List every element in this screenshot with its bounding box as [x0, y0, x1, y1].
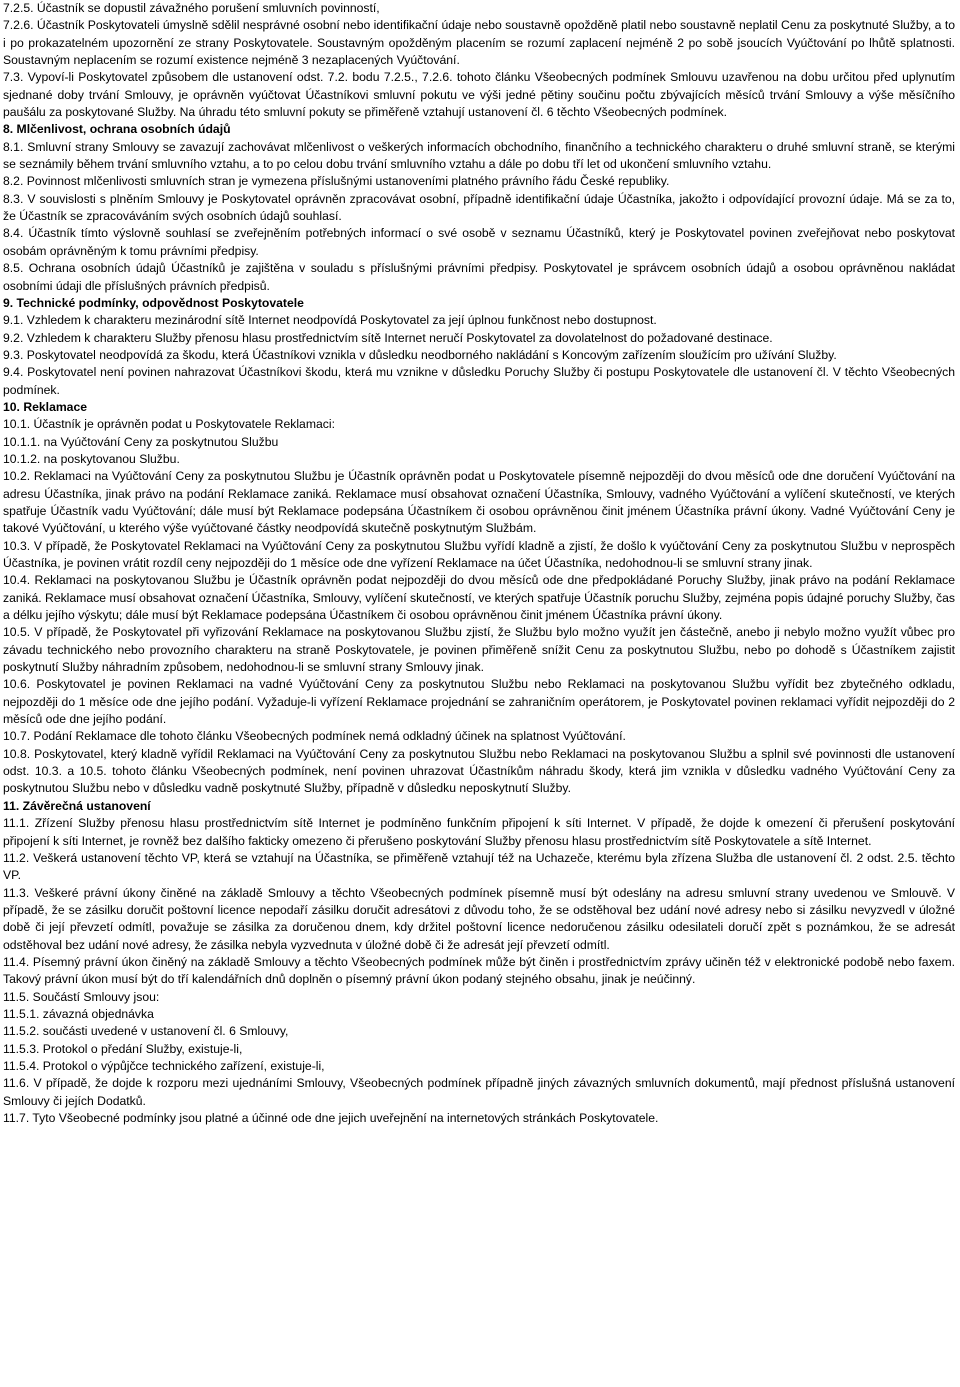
paragraph: 8.1. Smluvní strany Smlouvy se zavazují zachovávat mlčenlivost o veškerých informacích obchodního, finančního a technického charakteru o druhé smluvní straně, se kterými se seznámily během trvání smluvního vztahu, a to po celou dobu trvání smluvního vztahu a dále po dobu tří let od ukončení smluvního vztahu.: [3, 139, 955, 172]
paragraph: 11.5.3. Protokol o předání Služby, existuje-li,: [3, 1041, 243, 1056]
paragraph: 8.4. Účastník tímto výslovně souhlasí se zveřejněním potřebných informací o své osobě v seznamu Účastníků, který je Poskytovatel povinen zveřejňovat nebo poskytovat osobám oprávněným k tomu právními předpisy.: [3, 226, 955, 258]
paragraph: 11.1. Zřízení Služby přenosu hlasu prostřednictvím sítě Internet je podmíněno funkčním připojení k síti Internet. V případě, že dojde k omezení či přerušení poskytování připojení k síti Internet, je rovněž bez dalšího fakticky omezeno či přerušeno poskytování Služby přenosu hlasu prostřednictvím sítě Poskytovatele a sítě Internet.: [3, 816, 955, 848]
paragraph: 9.3. Poskytovatel neodpovídá za škodu, která Účastníkovi vznikla v důsledku neodborného nakládání s Koncovým zařízením sloužícím pro užívání Služby.: [3, 347, 837, 362]
paragraph: 7.3. Vypoví-li Poskytovatel způsobem dle ustanovení odst. 7.2. bodu 7.2.5., 7.2.6. tohoto článku Všeobecných podmínek Smlouvu uzavřenou na dobu určitou před uplynutím sjednané doby trvání Smlouvy, je oprávněn vyúčtovat Účastníkovi smluvní pokutu ve výši jedné pětiny součinu počtu zbývajících měsíců trvání Smlouvy a výše měsíčního paušálu za poskytované Služby. Na úhradu této smluvní pokuty se přiměřeně vztahují ustanovení čl. 6 těchto Všeobecných podmínek.: [3, 70, 955, 120]
paragraph: 8.2. Povinnost mlčenlivosti smluvních stran je vymezena příslušnými ustanoveními platného právního řádu České republiky.: [3, 174, 670, 189]
paragraph: 10.7. Podání Reklamace dle tohoto článku Všeobecných podmínek nemá odkladný účinek na splatnost Vyúčtování.: [3, 729, 626, 744]
paragraph: 10.8. Poskytovatel, který kladně vyřídil Reklamaci na Vyúčtování Ceny za poskytnutou Službu nebo Reklamaci na poskytovanou Službu a splnil své povinnosti dle ustanovení odst. 10.3. a 10.5. tohoto článku Všeobecných podmínek, není povinen uhrazovat Účastníkům náhradu škody, která jim vznikla v důsledku vadného Vyúčtování Ceny za poskytnutou Službu nebo v důsledku vadně poskytnuté Služby, případně v důsledku neposkytnutí Služby.: [3, 746, 955, 796]
section-heading: 11. Závěrečná ustanovení: [3, 798, 151, 813]
paragraph: 9.1. Vzhledem k charakteru mezinárodní sítě Internet neodpovídá Poskytovatel za její úplnou funkčnost nebo dostupnost.: [3, 313, 657, 328]
paragraph: 11.4. Písemný právní úkon činěný na základě Smlouvy a těchto Všeobecných podmínek může být činěn i prostřednictvím zprávy učiněn též v elektronické podobě nebo faxem. Takový právní úkon musí být do tří kalendářních dnů doplněn o písemný právní úkon podaný stejného obsahu, jinak je neúčinný.: [3, 954, 955, 987]
paragraph: 11.5.1. závazná objednávka: [3, 1006, 154, 1021]
paragraph: 8.3. V souvislosti s plněním Smlouvy je Poskytovatel oprávněn zpracovávat osobní, případně identifikační údaje Účastníka, jakožto i odpovídající provozní údaje. Má se za to, že Účastník se zpracováváním svých osobních údajů souhlasí.: [3, 191, 955, 224]
paragraph: 8.5. Ochrana osobních údajů Účastníků je zajištěna v souladu s příslušnými právními předpisy. Poskytovatel je správcem osobních údajů a osobou oprávněnou nakládat osobními údaji dle příslušných právních předpisů.: [3, 261, 955, 293]
section-heading: 9. Technické podmínky, odpovědnost Poskytovatele: [3, 295, 304, 310]
section-heading: 8. Mlčenlivost, ochrana osobních údajů: [3, 122, 231, 137]
paragraph: 11.5. Součástí Smlouvy jsou:: [3, 989, 160, 1004]
paragraph: 11.2. Veškerá ustanovení těchto VP, která se vztahují na Účastníka, se přiměřeně vztahují též na Uchazeče, kterému byla zřízena Služba dle ustanovení čl. 2 odst. 2.5. těchto VP.: [3, 850, 955, 883]
paragraph: 11.5.2. součásti uvedené v ustanovení čl. 6 Smlouvy,: [3, 1024, 289, 1039]
paragraph: 10.1. Účastník je oprávněn podat u Poskytovatele Reklamaci:: [3, 417, 335, 432]
paragraph: 11.7. Tyto Všeobecné podmínky jsou platné a účinné ode dne jejich uveřejnění na internetových stránkách Poskytovatele.: [3, 1111, 659, 1125]
paragraph: 11.5.4. Protokol o výpůjčce technického zařízení, existuje-li,: [3, 1058, 325, 1073]
paragraph: 11.6. V případě, že dojde k rozporu mezi ujednáními Smlouvy, Všeobecných podmínek případně jiných závazných smluvních dokumentů, mají přednost příslušná ustanovení Smlouvy či jejích Dodatků.: [3, 1076, 955, 1108]
paragraph: 10.1.1. na Vyúčtování Ceny za poskytnutou Službu: [3, 434, 279, 449]
paragraph: 10.3. V případě, že Poskytovatel Reklamaci na Vyúčtování Ceny za poskytnutou Službu vyřídí kladně a zjistí, že došlo k vyúčtování Ceny za poskytnutou Službu v neprospěch Účastníka, je povinen vrátit rozdíl ceny nejpozději do 1 měsíce ode dne vyřízení Reklamace na účet Účastníka, nedohodnou-li se smluvní strany jinak.: [3, 538, 955, 570]
paragraph: 11.3. Veškeré právní úkony činěné na základě Smlouvy a těchto Všeobecných podmínek písemně musí být odeslány na adresu smluvní strany uvedenou ve Smlouvě. V případě, že se zásilku doručit poštovní licence nepodaří zásilku doručit adresátovi z důvodu toho, že se odstěhoval bez udání nové adresy nebo si zásilku nevyzvedl v úložné době či její převzetí odmítl, považuje se zásilka za doručenou dnem, kdy držitel poštovní licence nedoručenou zásilku odesilateli doručí zpět s poznámkou, že se adresát odstěhoval bez udání nové adresy, že zásilka nebyla vyzvednuta v úložné době či že adresát její převzetí odmítl.: [3, 885, 955, 952]
paragraph: 10.1.2. na poskytovanou Službu.: [3, 451, 180, 466]
section-heading: 10. Reklamace: [3, 399, 88, 414]
paragraph: 10.2. Reklamaci na Vyúčtování Ceny za poskytnutou Službu je Účastník oprávněn podat u Poskytovatele písemně nejpozději do dvou měsíců ode dne doručení Vyúčtování na adresu Účastníka, jinak právo na podání Reklamace zaniká. Reklamace musí obsahovat označení Účastníka, Smlouvy, vadného Vyúčtování a vylíčení skutečností, ve kterých spatřuje Účastník vadu Vyúčtování; dále musí být Reklamace podepsána Účastníkem či osobou oprávněnou činit jménem Účastníka právní úkony. Vadné Vyúčtování Ceny je takové Vyúčtování, u kterého výše vyúčtované částky neodpovídá skutečně poskytnutým Službám.: [3, 469, 955, 536]
paragraph: 9.2. Vzhledem k charakteru Služby přenosu hlasu prostřednictvím sítě Internet neručí Poskytovatel za dovolatelnost do požadované destinace.: [3, 330, 773, 345]
paragraph: 10.4. Reklamaci na poskytovanou Službu je Účastník oprávněn podat nejpozději do dvou měsíců ode dne předpokládané Poruchy Služby, jinak právo na podání Reklamace zaniká. Reklamace musí obsahovat označení Účastníka, Smlouvy, vylíčení skutečností, ve kterých spatřuje Účastník poruchu Služby, zejména popis údajné poruchy Služby, čas a délku jejího výskytu; dále musí být Reklamace podepsána Účastníkem či osobou oprávněnou činit jménem Účastníka právní úkony.: [3, 573, 955, 623]
paragraph: 7.2.6. Účastník Poskytovateli úmyslně sdělil nesprávné osobní nebo identifikační údaje nebo soustavně opožděně platil nebo soustavně neplatil Cenu za poskytnuté Služby, a to i po prokazatelném upozornění ze strany Poskytovatele. Soustavným opožděným placením se rozumí zaplacení nejméně 2 po sobě jsoucích Vyúčtování po lhůtě splatnosti. Soustavným neplacením se rozumí existence nejméně 3 nezaplacených Vyúčtování.: [3, 18, 955, 68]
paragraph: 10.5. V případě, že Poskytovatel při vyřizování Reklamace na poskytovanou Službu zjistí, že Službu bylo možno využít jen částečně, anebo ji nebylo možno využít vůbec pro závadu technického nebo provozního charakteru na straně Poskytovatele, je povinen přiměřeně snížit Cenu za poskytnutou Službu, nebo po dohodě s Účastníkem zajistit poskytnutí Služby náhradním způsobem, nedohodnou-li se smluvní strany Smlouvy jinak.: [3, 625, 955, 675]
paragraph: 7.2.5. Účastník se dopustil závažného porušení smluvních povinností,: [3, 1, 380, 15]
paragraph: 10.6. Poskytovatel je povinen Reklamaci na vadné Vyúčtování Ceny za poskytnutou Službu nebo Reklamaci na poskytovanou Službu vyřídit bez zbytečného odkladu, nejpozději do 1 měsíce ode dne jejího podání. Vyžaduje-li vyřízení Reklamace projednání se zahraničním operátorem, je Poskytovatel povinen reklamaci vyřídit nejpozději do 2 měsíců ode dne jejího podání.: [3, 677, 955, 727]
paragraph: 9.4. Poskytovatel není povinen nahrazovat Účastníkovi škodu, která mu vznikne v důsledku Poruchy Služby či postupu Poskytovatele dle ustanovení čl. V těchto Všeobecných podmínek.: [3, 365, 955, 397]
